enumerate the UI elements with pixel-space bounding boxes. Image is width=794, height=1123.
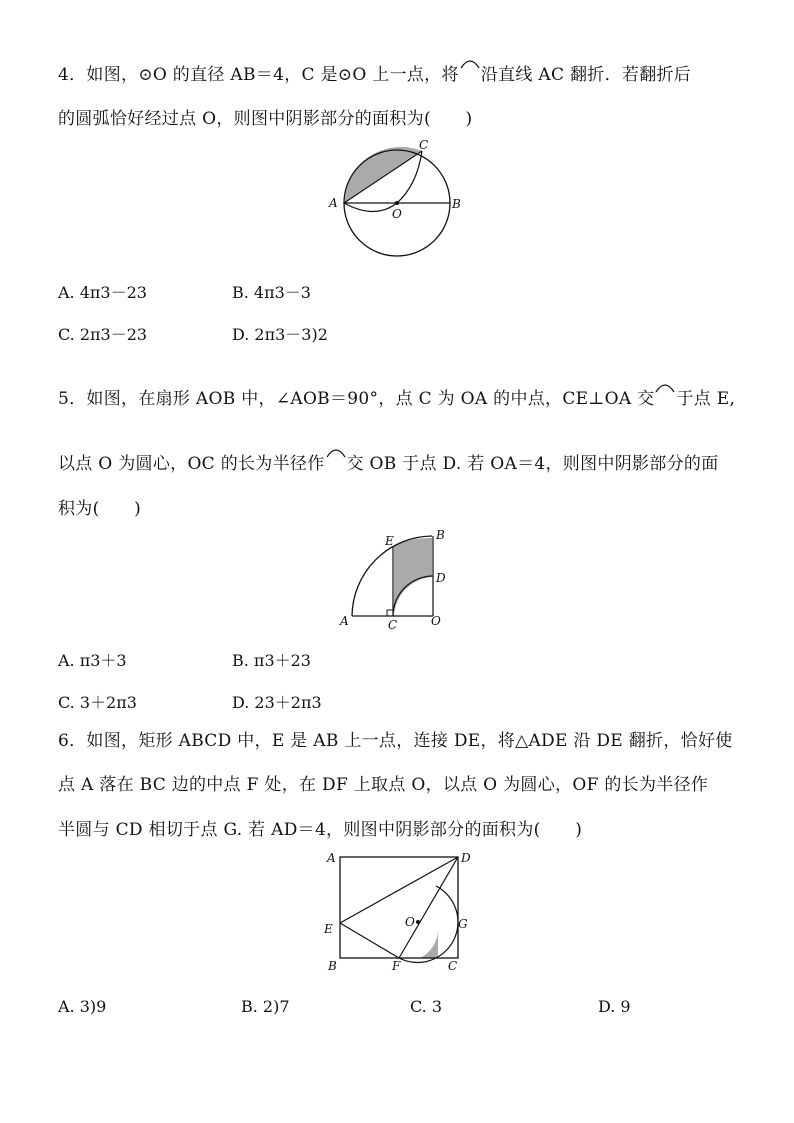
- q5-option-b[interactable]: B. π3＋23: [232, 651, 311, 670]
- q5-text-2a: 以点 O 为圆心，OC 的长为半径作: [58, 454, 325, 474]
- q6-option-a[interactable]: A. 3)9: [58, 997, 107, 1016]
- q6-label-o: O: [405, 915, 415, 929]
- q5-text-1a: 5．如图，在扇形 AOB 中，∠AOB＝90°，点 C 为 OA 的中点，CE⊥OA 交: [58, 389, 655, 409]
- q4-option-a[interactable]: A. 4π3－23: [58, 283, 147, 302]
- q6-segment-de: [340, 857, 458, 923]
- q5-line-3: 积为( ): [58, 499, 142, 519]
- q5-right-angle-mark: [387, 610, 393, 616]
- q6-label-g: G: [458, 917, 468, 931]
- q5-label-o: O: [431, 614, 441, 628]
- q6-line-3: 半圆与 CD 相切于点 G. 若 AD＝4，则图中阴影部分的面积为( ): [58, 820, 583, 840]
- q5-option-d[interactable]: D. 23＋2π3: [232, 693, 322, 712]
- q6-line-2: 点 A 落在 BC 边的中点 F 处，在 DF 上取点 O，以点 O 为圆心，OF 的长为半径作: [58, 775, 709, 795]
- q5-option-c[interactable]: C. 3＋2π3: [58, 693, 137, 712]
- q6-option-d[interactable]: D. 9: [598, 997, 631, 1016]
- q5-line-1: [58, 384, 735, 409]
- q6-label-b: B: [328, 959, 337, 973]
- q6-label-a: A: [327, 851, 336, 865]
- q6-label-d: D: [461, 851, 471, 865]
- q5-label-a: A: [340, 614, 349, 628]
- q4-option-b[interactable]: B. 4π3－3: [232, 283, 311, 302]
- q5-label-d: D: [436, 571, 446, 585]
- q4-label-a: A: [329, 196, 338, 210]
- q5-option-a[interactable]: A. π3＋3: [58, 651, 127, 670]
- q4-option-c[interactable]: C. 2π3－23: [58, 325, 148, 344]
- q6-label-e: E: [324, 922, 333, 936]
- arc-symbol-icon: [325, 454, 347, 474]
- q6-figure: [318, 848, 478, 976]
- q6-point-o: [416, 920, 420, 924]
- q5-text-2b: 交 OB 于点 D. 若 OA＝4，则图中阴影部分的面: [346, 454, 719, 474]
- q5-label-e: E: [385, 534, 394, 548]
- q4-figure: [325, 140, 465, 260]
- q4-label-b: B: [452, 197, 461, 211]
- q4-text-1a: 4．如图，⊙O 的直径 AB＝4，C 是⊙O 上一点，将: [58, 65, 459, 85]
- q6-shaded-region: [420, 928, 438, 958]
- q4-option-d[interactable]: D. 2π3－3)2: [232, 325, 328, 344]
- q6-option-c[interactable]: C. 3: [410, 997, 443, 1016]
- q5-label-b: B: [436, 528, 445, 542]
- q4-text-1b: 沿直线 AC 翻折．若翻折后: [480, 65, 692, 85]
- q6-label-f: F: [392, 959, 401, 973]
- q4-point-o: [395, 201, 399, 205]
- q6-line-1: 6．如图，矩形 ABCD 中，E 是 AB 上一点，连接 DE，将△ADE 沿 DE 翻折，恰好使: [58, 731, 733, 751]
- q5-text-1b: 于点 E,: [676, 389, 736, 409]
- q6-segment-ef: [340, 923, 399, 958]
- q4-label-o: O: [392, 207, 402, 221]
- q5-figure: [335, 527, 455, 632]
- q4-line-1: [58, 60, 691, 85]
- q6-label-c: C: [448, 959, 458, 973]
- q6-segment-df: [399, 857, 458, 958]
- q5-label-c: C: [388, 618, 398, 632]
- q6-rectangle: [340, 857, 458, 958]
- arc-symbol-icon: [459, 65, 481, 85]
- arc-symbol-icon: [654, 389, 676, 409]
- q6-option-b[interactable]: B. 2)7: [241, 997, 290, 1016]
- q5-line-2: [58, 449, 719, 474]
- q4-label-c: C: [419, 140, 429, 152]
- q4-line-2: 的圆弧恰好经过点 O，则图中阴影部分的面积为( ): [58, 109, 473, 129]
